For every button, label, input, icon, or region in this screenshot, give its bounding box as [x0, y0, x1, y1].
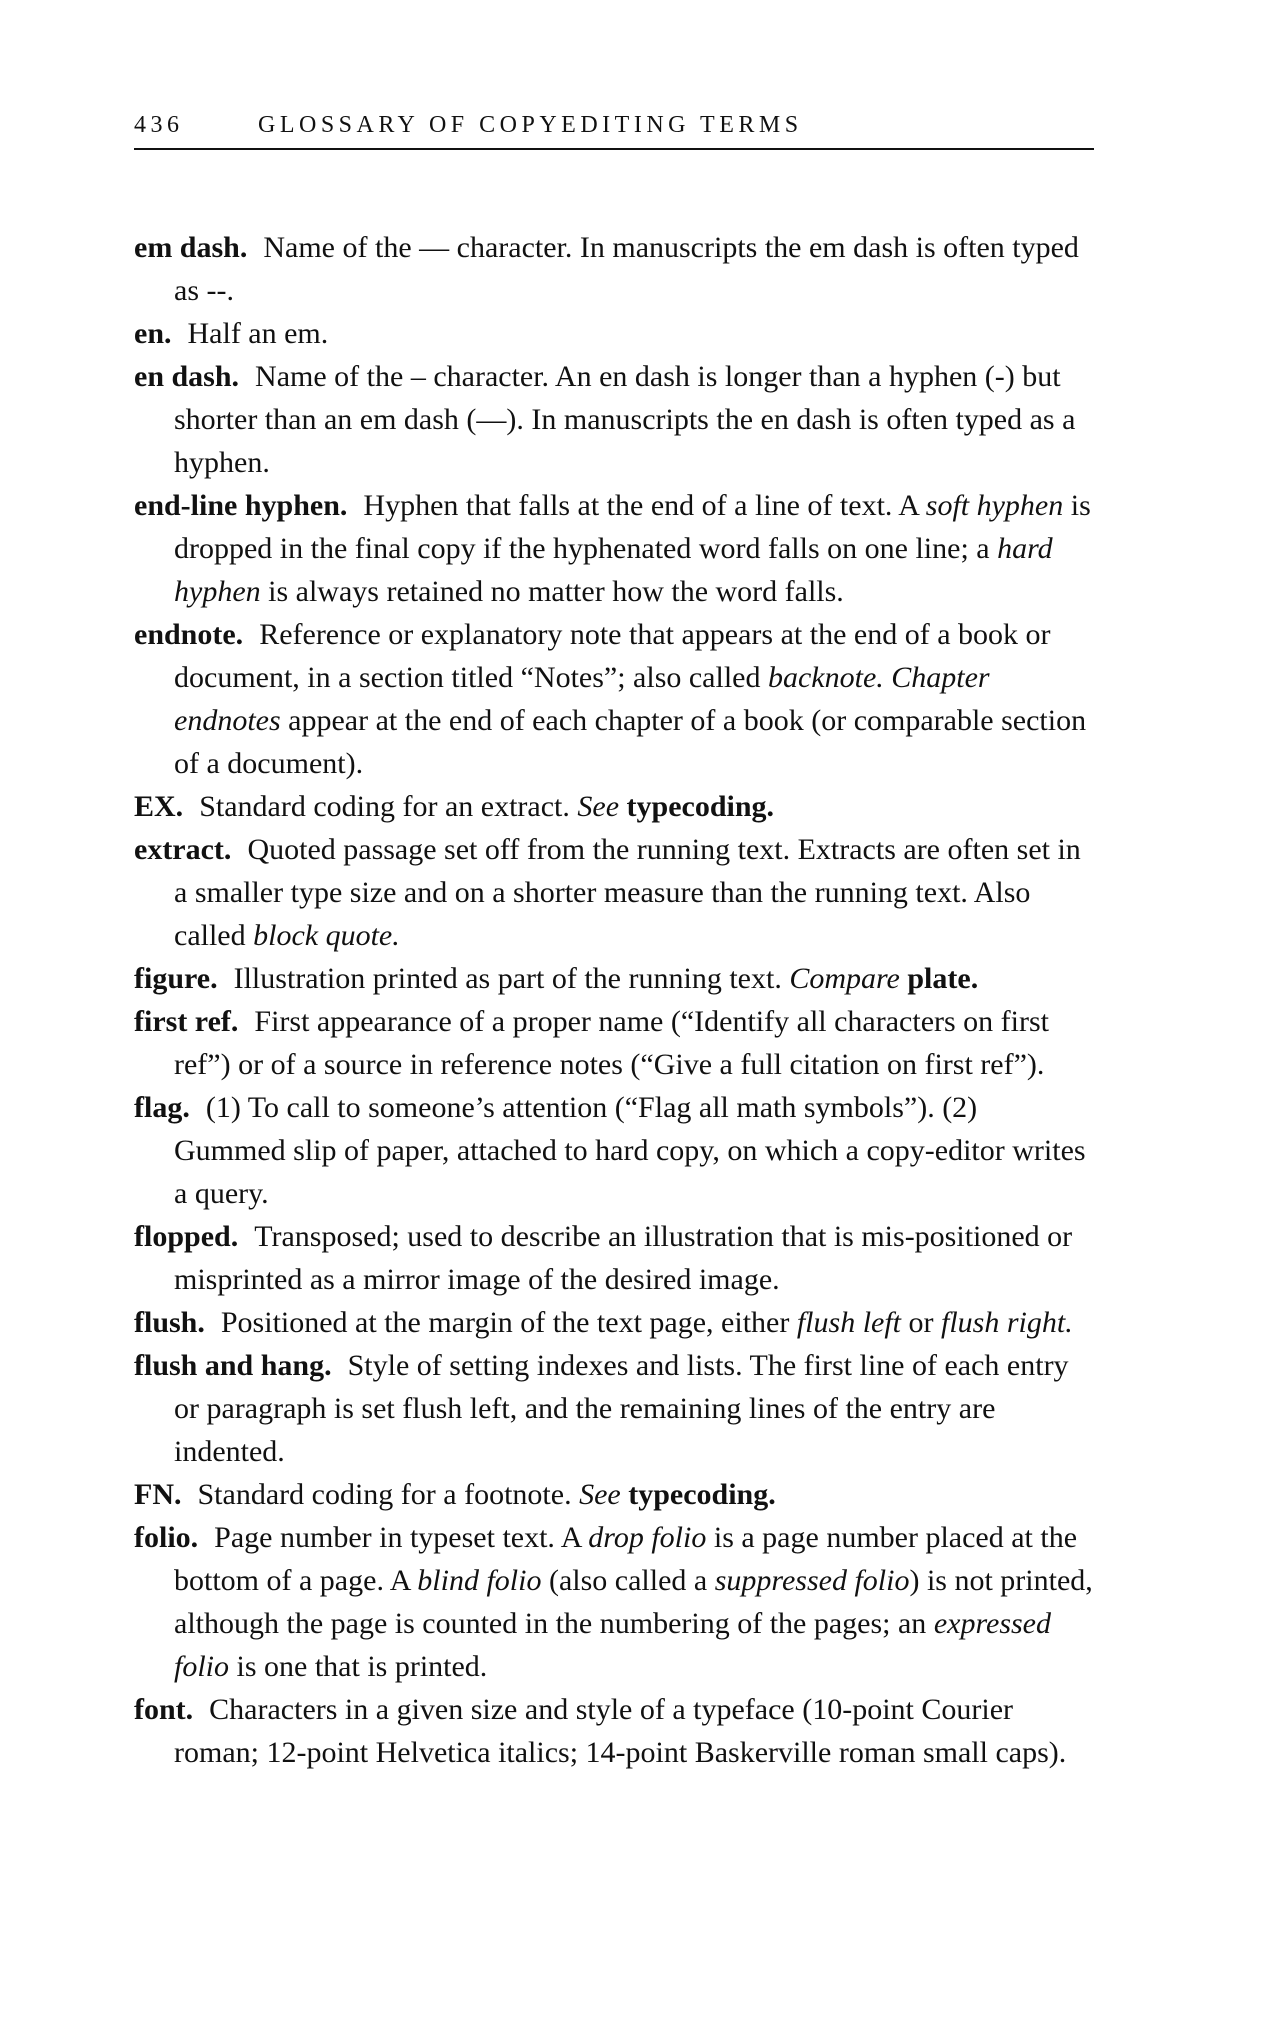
entry-definition: Half an em. [187, 317, 329, 350]
glossary-entry [134, 1086, 1094, 1215]
glossary-entry [134, 1344, 1094, 1473]
entry-definition: Name of the — character. In manuscripts the em dash is often typed as --. [174, 231, 1079, 307]
glossary-entry [134, 1688, 1094, 1774]
entry-definition: Positioned at the margin of the text page, either flush left or flush right. [220, 1306, 1073, 1339]
entry-definition: Illustration printed as part of the running text. Compare plate. [233, 962, 979, 995]
entry-definition: Transposed; used to describe an illustration that is mis-positioned or misprinted as a mirror image of the desired image. [174, 1220, 1073, 1296]
page-number: 436 [134, 112, 184, 138]
glossary-entry [134, 484, 1094, 613]
entry-term: folio. [134, 1521, 199, 1554]
glossary-entry [134, 1301, 1094, 1344]
glossary-entry [134, 613, 1094, 785]
running-head-title: GLOSSARY OF COPYEDITING TERMS [258, 112, 803, 138]
entry-definition: Style of setting indexes and lists. The first line of each entry or paragraph is set flush left, and the remaining lines of the entry are indented. [174, 1349, 1069, 1468]
entry-definition: Characters in a given size and style of a typeface (10-point Courier roman; 12-point Helvetica italics; 14-point Baskerville roman small caps). [174, 1693, 1067, 1769]
entry-term: em dash. [134, 231, 248, 264]
glossary-entries [134, 226, 1094, 1774]
entry-term: font. [134, 1693, 194, 1726]
running-head [134, 108, 1094, 150]
entry-definition: Hyphen that falls at the end of a line of text. A soft hyphen is dropped in the final copy if the hyphenated word falls on one line; a hard hyphen is always retained no matter how the word falls. [174, 489, 1091, 608]
entry-definition: Name of the – character. An en dash is longer than a hyphen (-) but shorter than an em dash (—). In manuscripts the en dash is often typed as a hyphen. [174, 360, 1076, 479]
glossary-entry [134, 355, 1094, 484]
entry-definition: (1) To call to someone’s attention (“Flag all math symbols”). (2) Gummed slip of paper, attached to hard copy, on which a copy-editor writes a query. [174, 1091, 1086, 1210]
glossary-entry [134, 957, 1094, 1000]
entry-term: flush. [134, 1306, 205, 1339]
entry-term: endnote. [134, 618, 244, 651]
entry-definition: Page number in typeset text. A drop folio is a page number placed at the bottom of a page. A blind folio (also called a suppressed folio) is not printed, although the page is counted in the numbering of the pages; an expressed folio is one that is printed. [174, 1521, 1093, 1683]
entry-term: flopped. [134, 1220, 239, 1253]
entry-term: flag. [134, 1091, 190, 1124]
entry-term: FN. [134, 1478, 182, 1511]
entry-definition: Standard coding for an extract. See typecoding. [199, 790, 775, 823]
entry-term: end-line hyphen. [134, 489, 348, 522]
entry-term: en dash. [134, 360, 240, 393]
entry-term: EX. [134, 790, 184, 823]
glossary-entry [134, 1215, 1094, 1301]
glossary-entry [134, 785, 1094, 828]
glossary-entry [134, 312, 1094, 355]
entry-term: en. [134, 317, 172, 350]
entry-term: extract. [134, 833, 232, 866]
glossary-entry [134, 1473, 1094, 1516]
glossary-entry [134, 1516, 1094, 1688]
entry-definition: First appearance of a proper name (“Identify all characters on first ref”) or of a source in reference notes (“Give a full citation on first ref”). [174, 1005, 1050, 1081]
entry-definition: Reference or explanatory note that appears at the end of a book or document, in a section titled “Notes”; also called backnote. Chapter endnotes appear at the end of each chapter of a book (or comparable section of a document). [174, 618, 1087, 780]
glossary-entry [134, 226, 1094, 312]
entry-term: flush and hang. [134, 1349, 332, 1382]
entry-definition: Quoted passage set off from the running text. Extracts are often set in a smaller type size and on a shorter measure than the running text. Also called block quote. [174, 833, 1081, 952]
entry-term: first ref. [134, 1005, 239, 1038]
glossary-entry [134, 1000, 1094, 1086]
entry-term: figure. [134, 962, 218, 995]
glossary-entry [134, 828, 1094, 957]
entry-definition: Standard coding for a footnote. See typecoding. [197, 1478, 776, 1511]
